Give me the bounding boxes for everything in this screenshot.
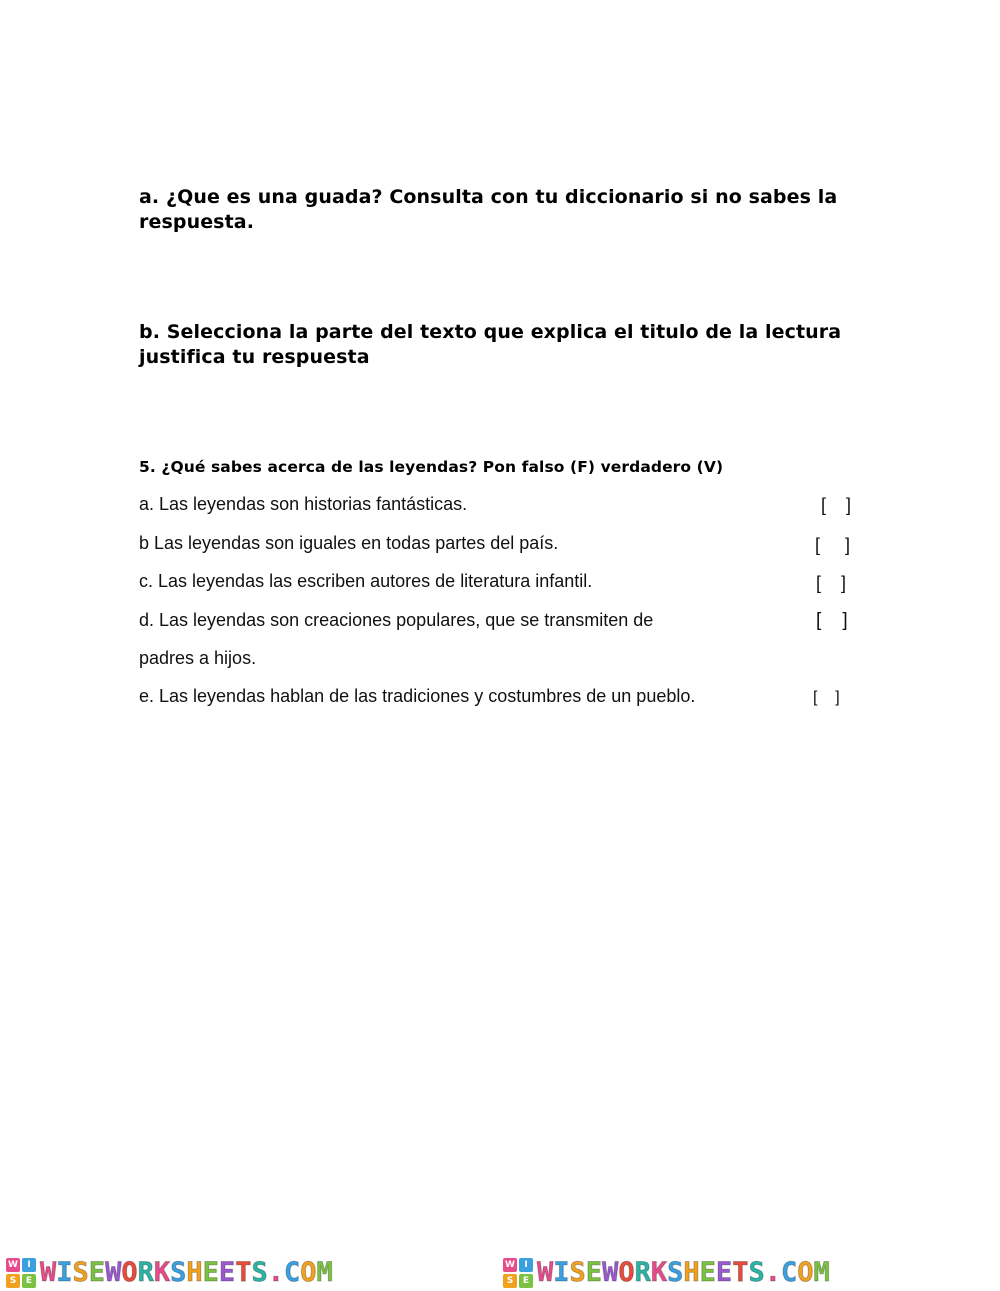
statement-c: c. Las leyendas las escriben autores de literatura infantil.: [139, 571, 593, 591]
logo-tile: W: [503, 1258, 517, 1272]
wiseworksheets-logo-icon: [6, 1258, 36, 1288]
logo-tile: E: [519, 1274, 533, 1288]
question-b: b. Selecciona la parte del texto que explica el titulo de la lectura justifica tu respuesta: [139, 321, 842, 368]
watermark-1: [6, 1258, 333, 1288]
statement-b: b Las leyendas son iguales en todas partes del país.: [139, 533, 559, 553]
answer-bracket-c[interactable]: [ ]: [816, 573, 847, 593]
wiseworksheets-logo-icon: [503, 1258, 533, 1288]
question-5-heading: 5. ¿Qué sabes acerca de las leyendas? Pon falso (F) verdadero (V): [139, 458, 724, 476]
footer-watermark: [0, 1255, 1000, 1291]
logo-tile: I: [22, 1258, 36, 1272]
answer-bracket-e[interactable]: [ ]: [813, 689, 840, 706]
logo-tile: S: [6, 1274, 20, 1288]
logo-tile: E: [22, 1274, 36, 1288]
statement-d-continued: padres a hijos.: [139, 648, 257, 668]
logo-tile: S: [503, 1274, 517, 1288]
answer-bracket-a[interactable]: [ ]: [821, 495, 852, 515]
watermark-2: [503, 1258, 830, 1288]
logo-tile: W: [6, 1258, 20, 1272]
watermark-text: WISEWORKSHEETS.COM: [537, 1257, 830, 1288]
statement-a: a. Las leyendas son historias fantásticas.: [139, 494, 468, 514]
answer-bracket-b[interactable]: [ ]: [815, 535, 851, 555]
watermark-text: WISEWORKSHEETS.COM: [40, 1257, 333, 1288]
statement-e: e. Las leyendas hablan de las tradiciones y costumbres de un pueblo.: [139, 686, 696, 706]
answer-bracket-d[interactable]: [ ]: [816, 610, 848, 631]
logo-tile: I: [519, 1258, 533, 1272]
question-a: a. ¿Que es una guada? Consulta con tu diccionario si no sabes la respuesta.: [139, 186, 838, 233]
statement-d: d. Las leyendas son creaciones populares, que se transmiten de: [139, 610, 654, 630]
